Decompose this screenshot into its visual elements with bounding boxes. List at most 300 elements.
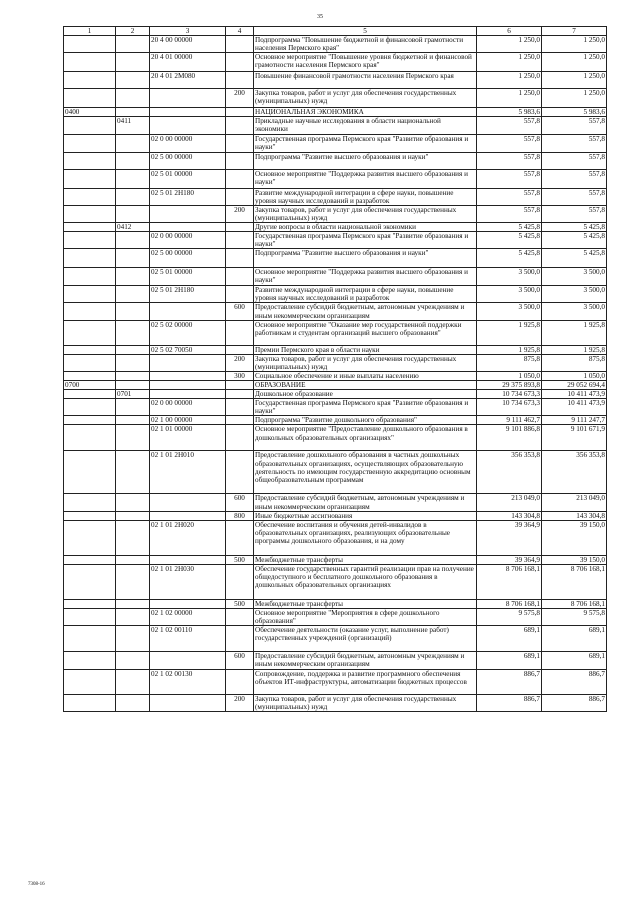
table-row xyxy=(64,555,607,564)
table-row xyxy=(64,626,607,652)
section-cell: 0400 xyxy=(64,108,116,117)
table-row xyxy=(64,152,607,169)
amount-year1-cell: 1 925,8 xyxy=(477,345,542,354)
section-cell xyxy=(64,670,116,695)
table-row xyxy=(64,89,607,108)
subsection-cell xyxy=(116,354,150,371)
description-cell: Иные бюджетные ассигнования xyxy=(254,511,477,520)
amount-year1-cell: 1 925,8 xyxy=(477,320,542,345)
table-row xyxy=(64,117,607,134)
target-article-cell xyxy=(150,89,226,108)
expense-type-cell: 300 xyxy=(226,371,254,380)
target-article-cell xyxy=(150,511,226,520)
section-cell xyxy=(64,249,116,268)
section-cell xyxy=(64,152,116,169)
table-row xyxy=(64,72,607,89)
subsection-cell xyxy=(116,652,150,670)
subsection-cell xyxy=(116,36,150,53)
target-article-cell xyxy=(150,354,226,371)
amount-year1-cell: 9 101 886,8 xyxy=(477,425,542,451)
expense-type-cell xyxy=(226,608,254,625)
subsection-cell xyxy=(116,232,150,249)
amount-year2-cell: 9 575,8 xyxy=(542,608,607,625)
table-row xyxy=(64,286,607,303)
table-row xyxy=(64,425,607,451)
amount-year2-cell: 8 706 168,1 xyxy=(542,599,607,608)
amount-year1-cell: 689,1 xyxy=(477,626,542,652)
target-article-cell: 02 5 00 00000 xyxy=(150,249,226,268)
column-header: 3 xyxy=(150,27,226,36)
amount-year2-cell: 1 250,0 xyxy=(542,89,607,108)
expense-type-cell xyxy=(226,108,254,117)
target-article-cell: 20 4 01 2М080 xyxy=(150,72,226,89)
table-row xyxy=(64,134,607,152)
description-cell: Подпрограмма "Развитие высшего образования и науки" xyxy=(254,152,477,169)
expense-type-cell xyxy=(226,152,254,169)
description-cell: Подпрограмма "Развитие дошкольного образования" xyxy=(254,416,477,425)
table-row xyxy=(64,652,607,670)
table-body xyxy=(64,36,607,712)
description-cell: Повышение финансовой грамотности населения Пермского края xyxy=(254,72,477,89)
expense-type-cell xyxy=(226,188,254,205)
description-cell: ОБРАЗОВАНИЕ xyxy=(254,380,477,389)
section-cell xyxy=(64,451,116,494)
target-article-cell: 02 5 01 2Н180 xyxy=(150,286,226,303)
description-cell: Предоставление дошкольного образования в частных дошкольных образовательных организациях, осуществляющих образовательную деятельность по имеющим государственную аккредитацию основным общеобразовательным программам xyxy=(254,451,477,494)
description-cell: Закупка товаров, работ и услуг для обеспечения государственных (муниципальных) нужд xyxy=(254,89,477,108)
column-header: 4 xyxy=(226,27,254,36)
target-article-cell xyxy=(150,494,226,511)
amount-year2-cell: 557,8 xyxy=(542,152,607,169)
description-cell: Обеспечение воспитания и обучения детей-инвалидов в образовательных организациях, реализующих образовательные программы дошкольного образования, и на дому xyxy=(254,520,477,555)
section-cell xyxy=(64,555,116,564)
table-row xyxy=(64,670,607,695)
amount-year2-cell: 5 983,6 xyxy=(542,108,607,117)
amount-year1-cell: 1 250,0 xyxy=(477,72,542,89)
target-article-cell: 02 1 01 00000 xyxy=(150,425,226,451)
subsection-cell xyxy=(116,134,150,152)
target-article-cell xyxy=(150,555,226,564)
section-cell xyxy=(64,188,116,205)
table-row xyxy=(64,108,607,117)
amount-year1-cell: 9 111 462,7 xyxy=(477,416,542,425)
amount-year1-cell: 8 706 168,1 xyxy=(477,564,542,599)
subsection-cell xyxy=(116,249,150,268)
table-row xyxy=(64,695,607,712)
target-article-cell: 02 0 00 00000 xyxy=(150,232,226,249)
expense-type-cell xyxy=(226,416,254,425)
amount-year2-cell: 3 500,0 xyxy=(542,268,607,286)
description-cell: Государственная программа Пермского края "Развитие образования и науки" xyxy=(254,232,477,249)
subsection-cell xyxy=(116,286,150,303)
section-cell xyxy=(64,626,116,652)
description-cell: Другие вопросы в области национальной экономики xyxy=(254,222,477,231)
section-cell xyxy=(64,399,116,416)
description-cell: Основное мероприятие "Поддержка развития высшего образования и науки" xyxy=(254,169,477,188)
amount-year1-cell: 10 734 673,3 xyxy=(477,390,542,399)
header-row xyxy=(64,27,607,36)
footer-code: 7308-16 xyxy=(28,882,45,887)
table-row xyxy=(64,416,607,425)
subsection-cell xyxy=(116,380,150,389)
description-cell: Государственная программа Пермского края "Развитие образования и науки" xyxy=(254,399,477,416)
target-article-cell xyxy=(150,117,226,134)
amount-year2-cell: 10 411 473,9 xyxy=(542,399,607,416)
description-cell: Предоставление субсидий бюджетным, автономным учреждениям и иным некоммерческим организациям xyxy=(254,494,477,511)
description-cell: НАЦИОНАЛЬНАЯ ЭКОНОМИКА xyxy=(254,108,477,117)
target-article-cell: 02 1 01 2Н010 xyxy=(150,451,226,494)
expense-type-cell: 600 xyxy=(226,303,254,320)
amount-year2-cell: 213 049,0 xyxy=(542,494,607,511)
description-cell: Основное мероприятие "Повышение уровня бюджетной и финансовой грамотности населения Пермского края" xyxy=(254,53,477,72)
amount-year2-cell: 557,8 xyxy=(542,205,607,222)
expense-type-cell xyxy=(226,380,254,389)
table-row xyxy=(64,564,607,599)
table-row xyxy=(64,608,607,625)
subsection-cell: 0701 xyxy=(116,390,150,399)
subsection-cell: 0412 xyxy=(116,222,150,231)
section-cell xyxy=(64,494,116,511)
section-cell xyxy=(64,53,116,72)
section-cell xyxy=(64,232,116,249)
amount-year2-cell: 29 052 694,4 xyxy=(542,380,607,389)
expense-type-cell xyxy=(226,451,254,494)
amount-year2-cell: 3 500,0 xyxy=(542,286,607,303)
description-cell: Премии Пермского края в области науки xyxy=(254,345,477,354)
amount-year2-cell: 689,1 xyxy=(542,626,607,652)
target-article-cell: 02 5 01 00000 xyxy=(150,268,226,286)
description-cell: Межбюджетные трансферты xyxy=(254,599,477,608)
amount-year1-cell: 3 500,0 xyxy=(477,303,542,320)
section-cell xyxy=(64,652,116,670)
section-cell xyxy=(64,268,116,286)
expense-type-cell xyxy=(226,670,254,695)
amount-year2-cell: 886,7 xyxy=(542,670,607,695)
description-cell: Межбюджетные трансферты xyxy=(254,555,477,564)
table-row xyxy=(64,599,607,608)
subsection-cell xyxy=(116,564,150,599)
amount-year2-cell: 356 353,8 xyxy=(542,451,607,494)
subsection-cell xyxy=(116,494,150,511)
target-article-cell: 02 0 00 00000 xyxy=(150,399,226,416)
expense-type-cell xyxy=(226,520,254,555)
amount-year2-cell: 5 425,8 xyxy=(542,249,607,268)
subsection-cell xyxy=(116,608,150,625)
description-cell: Основное мероприятие "Поддержка развития высшего образования и науки" xyxy=(254,268,477,286)
table-row xyxy=(64,345,607,354)
description-cell: Основное мероприятие "Мероприятия в сфере дошкольного образования" xyxy=(254,608,477,625)
amount-year1-cell: 3 500,0 xyxy=(477,268,542,286)
expense-type-cell: 800 xyxy=(226,511,254,520)
description-cell: Предоставление субсидий бюджетным, автономным учреждениям и иным некоммерческим организациям xyxy=(254,303,477,320)
amount-year2-cell: 689,1 xyxy=(542,652,607,670)
section-cell xyxy=(64,134,116,152)
subsection-cell xyxy=(116,599,150,608)
expense-type-cell: 200 xyxy=(226,89,254,108)
subsection-cell xyxy=(116,53,150,72)
amount-year2-cell: 3 500,0 xyxy=(542,303,607,320)
amount-year1-cell: 886,7 xyxy=(477,695,542,712)
expense-type-cell: 600 xyxy=(226,494,254,511)
amount-year2-cell: 1 250,0 xyxy=(542,72,607,89)
subsection-cell: 0411 xyxy=(116,117,150,134)
amount-year1-cell: 875,8 xyxy=(477,354,542,371)
table-row xyxy=(64,268,607,286)
target-article-cell xyxy=(150,222,226,231)
subsection-cell xyxy=(116,520,150,555)
expense-type-cell xyxy=(226,626,254,652)
table-row xyxy=(64,511,607,520)
subsection-cell xyxy=(116,555,150,564)
section-cell xyxy=(64,416,116,425)
description-cell: Подпрограмма "Повышение бюджетной и финансовой грамотности населения Пермского края" xyxy=(254,36,477,53)
amount-year1-cell: 5 425,8 xyxy=(477,232,542,249)
target-article-cell: 02 0 00 00000 xyxy=(150,134,226,152)
amount-year1-cell: 557,8 xyxy=(477,205,542,222)
amount-year2-cell: 886,7 xyxy=(542,695,607,712)
section-cell xyxy=(64,354,116,371)
target-article-cell: 20 4 00 00000 xyxy=(150,36,226,53)
amount-year2-cell: 557,8 xyxy=(542,188,607,205)
subsection-cell xyxy=(116,670,150,695)
amount-year2-cell: 1 925,8 xyxy=(542,320,607,345)
subsection-cell xyxy=(116,169,150,188)
target-article-cell: 02 1 01 2Н030 xyxy=(150,564,226,599)
expense-type-cell xyxy=(226,564,254,599)
amount-year2-cell: 557,8 xyxy=(542,134,607,152)
table-row xyxy=(64,205,607,222)
expense-type-cell: 500 xyxy=(226,555,254,564)
amount-year1-cell: 143 304,8 xyxy=(477,511,542,520)
target-article-cell: 02 1 00 00000 xyxy=(150,416,226,425)
subsection-cell xyxy=(116,205,150,222)
target-article-cell: 02 5 02 00000 xyxy=(150,320,226,345)
expense-type-cell xyxy=(226,222,254,231)
amount-year2-cell: 1 925,8 xyxy=(542,345,607,354)
section-cell xyxy=(64,425,116,451)
subsection-cell xyxy=(116,152,150,169)
amount-year2-cell: 39 150,0 xyxy=(542,520,607,555)
target-article-cell xyxy=(150,380,226,389)
amount-year1-cell: 557,8 xyxy=(477,134,542,152)
section-cell xyxy=(64,320,116,345)
section-cell xyxy=(64,390,116,399)
amount-year1-cell: 356 353,8 xyxy=(477,451,542,494)
table-row xyxy=(64,320,607,345)
table-row xyxy=(64,399,607,416)
amount-year2-cell: 5 425,8 xyxy=(542,222,607,231)
subsection-cell xyxy=(116,626,150,652)
target-article-cell: 02 5 00 00000 xyxy=(150,152,226,169)
section-cell xyxy=(64,205,116,222)
section-cell xyxy=(64,303,116,320)
amount-year2-cell: 9 111 247,7 xyxy=(542,416,607,425)
expense-type-cell xyxy=(226,268,254,286)
expense-type-cell xyxy=(226,53,254,72)
section-cell xyxy=(64,695,116,712)
amount-year2-cell: 5 425,8 xyxy=(542,232,607,249)
expense-type-cell xyxy=(226,390,254,399)
table-row xyxy=(64,371,607,380)
description-cell: Развитие международной интеграции в сфере науки, повышение уровня научных исследований и разработок xyxy=(254,286,477,303)
description-cell: Социальное обеспечение и иные выплаты населению xyxy=(254,371,477,380)
table-row xyxy=(64,380,607,389)
amount-year1-cell: 39 364,9 xyxy=(477,555,542,564)
amount-year1-cell: 5 425,8 xyxy=(477,249,542,268)
column-header: 2 xyxy=(116,27,150,36)
table-row xyxy=(64,232,607,249)
table-row xyxy=(64,36,607,53)
amount-year2-cell: 1 250,0 xyxy=(542,36,607,53)
section-cell xyxy=(64,169,116,188)
description-cell: Сопровождение, поддержка и развитие программного обеспечения объектов ИТ-инфраструктуры, автоматизации бюджетных процессов xyxy=(254,670,477,695)
table-row xyxy=(64,169,607,188)
expense-type-cell: 600 xyxy=(226,652,254,670)
amount-year2-cell: 143 304,8 xyxy=(542,511,607,520)
table-row xyxy=(64,188,607,205)
amount-year1-cell: 39 364,9 xyxy=(477,520,542,555)
amount-year1-cell: 557,8 xyxy=(477,188,542,205)
description-cell: Основное мероприятие "Предоставление дошкольного образования в дошкольных образовательных организациях" xyxy=(254,425,477,451)
subsection-cell xyxy=(116,188,150,205)
description-cell: Подпрограмма "Развитие высшего образования и науки" xyxy=(254,249,477,268)
column-header: 1 xyxy=(64,27,116,36)
amount-year1-cell: 1 050,0 xyxy=(477,371,542,380)
subsection-cell xyxy=(116,268,150,286)
amount-year2-cell: 557,8 xyxy=(542,117,607,134)
target-article-cell xyxy=(150,695,226,712)
section-cell xyxy=(64,599,116,608)
section-cell xyxy=(64,286,116,303)
section-cell xyxy=(64,117,116,134)
table-row xyxy=(64,53,607,72)
subsection-cell xyxy=(116,511,150,520)
amount-year1-cell: 557,8 xyxy=(477,169,542,188)
table-row xyxy=(64,494,607,511)
expense-type-cell: 200 xyxy=(226,205,254,222)
subsection-cell xyxy=(116,89,150,108)
description-cell: Обеспечение деятельности (оказание услуг, выполнение работ) государственных учреждений (организаций) xyxy=(254,626,477,652)
expense-type-cell xyxy=(226,36,254,53)
section-cell xyxy=(64,371,116,380)
target-article-cell xyxy=(150,652,226,670)
section-cell xyxy=(64,89,116,108)
subsection-cell xyxy=(116,108,150,117)
expense-type-cell xyxy=(226,72,254,89)
subsection-cell xyxy=(116,320,150,345)
expense-type-cell xyxy=(226,249,254,268)
description-cell: Государственная программа Пермского края "Развитие образования и науки" xyxy=(254,134,477,152)
target-article-cell: 02 1 02 00110 xyxy=(150,626,226,652)
target-article-cell xyxy=(150,599,226,608)
expense-type-cell: 200 xyxy=(226,695,254,712)
description-cell: Развитие международной интеграции в сфере науки, повышение уровня научных исследований и разработок xyxy=(254,188,477,205)
description-cell: Основное мероприятие "Оказание мер государственной поддержки работникам и студентам организаций высшего образования" xyxy=(254,320,477,345)
amount-year1-cell: 5 425,8 xyxy=(477,222,542,231)
expense-type-cell xyxy=(226,232,254,249)
amount-year1-cell: 1 250,0 xyxy=(477,89,542,108)
subsection-cell xyxy=(116,345,150,354)
amount-year2-cell: 557,8 xyxy=(542,169,607,188)
target-article-cell: 20 4 01 00000 xyxy=(150,53,226,72)
target-article-cell: 02 5 01 2Н180 xyxy=(150,188,226,205)
target-article-cell: 02 1 02 00130 xyxy=(150,670,226,695)
amount-year2-cell: 8 706 168,1 xyxy=(542,564,607,599)
section-cell xyxy=(64,608,116,625)
amount-year2-cell: 1 050,0 xyxy=(542,371,607,380)
budget-table xyxy=(63,26,607,712)
amount-year1-cell: 3 500,0 xyxy=(477,286,542,303)
target-article-cell: 02 5 01 00000 xyxy=(150,169,226,188)
section-cell xyxy=(64,564,116,599)
subsection-cell xyxy=(116,416,150,425)
subsection-cell xyxy=(116,371,150,380)
section-cell xyxy=(64,511,116,520)
amount-year2-cell: 1 250,0 xyxy=(542,53,607,72)
subsection-cell xyxy=(116,72,150,89)
table-row xyxy=(64,222,607,231)
amount-year1-cell: 557,8 xyxy=(477,152,542,169)
expense-type-cell xyxy=(226,286,254,303)
section-cell xyxy=(64,520,116,555)
amount-year1-cell: 886,7 xyxy=(477,670,542,695)
description-cell: Предоставление субсидий бюджетным, автономным учреждениям и иным некоммерческим организациям xyxy=(254,652,477,670)
section-cell xyxy=(64,222,116,231)
expense-type-cell xyxy=(226,169,254,188)
amount-year2-cell: 875,8 xyxy=(542,354,607,371)
section-cell xyxy=(64,72,116,89)
expense-type-cell xyxy=(226,399,254,416)
description-cell: Закупка товаров, работ и услуг для обеспечения государственных (муниципальных) нужд xyxy=(254,354,477,371)
amount-year1-cell: 10 734 673,3 xyxy=(477,399,542,416)
target-article-cell: 02 5 02 70050 xyxy=(150,345,226,354)
target-article-cell xyxy=(150,205,226,222)
table-row xyxy=(64,303,607,320)
subsection-cell xyxy=(116,303,150,320)
expense-type-cell xyxy=(226,425,254,451)
amount-year1-cell: 1 250,0 xyxy=(477,36,542,53)
table-row xyxy=(64,390,607,399)
subsection-cell xyxy=(116,425,150,451)
amount-year1-cell: 557,8 xyxy=(477,117,542,134)
amount-year1-cell: 9 575,8 xyxy=(477,608,542,625)
amount-year1-cell: 689,1 xyxy=(477,652,542,670)
subsection-cell xyxy=(116,451,150,494)
target-article-cell xyxy=(150,303,226,320)
section-cell: 0700 xyxy=(64,380,116,389)
column-header: 5 xyxy=(254,27,477,36)
description-cell: Дошкольное образование xyxy=(254,390,477,399)
expense-type-cell xyxy=(226,320,254,345)
expense-type-cell xyxy=(226,134,254,152)
page-number: 35 xyxy=(317,14,323,20)
section-cell xyxy=(64,36,116,53)
target-article-cell xyxy=(150,390,226,399)
target-article-cell: 02 1 02 00000 xyxy=(150,608,226,625)
amount-year1-cell: 29 375 893,8 xyxy=(477,380,542,389)
description-cell: Прикладные научные исследования в области национальной экономики xyxy=(254,117,477,134)
description-cell: Обеспечение государственных гарантий реализации прав на получение общедоступного и бесплатного дошкольного образования в дошкольных образовательных организациях xyxy=(254,564,477,599)
expense-type-cell: 200 xyxy=(226,354,254,371)
table-row xyxy=(64,354,607,371)
column-header: 7 xyxy=(542,27,607,36)
table-row xyxy=(64,249,607,268)
amount-year2-cell: 39 150,0 xyxy=(542,555,607,564)
subsection-cell xyxy=(116,695,150,712)
amount-year1-cell: 213 049,0 xyxy=(477,494,542,511)
target-article-cell: 02 1 01 2Н020 xyxy=(150,520,226,555)
table-row xyxy=(64,520,607,555)
